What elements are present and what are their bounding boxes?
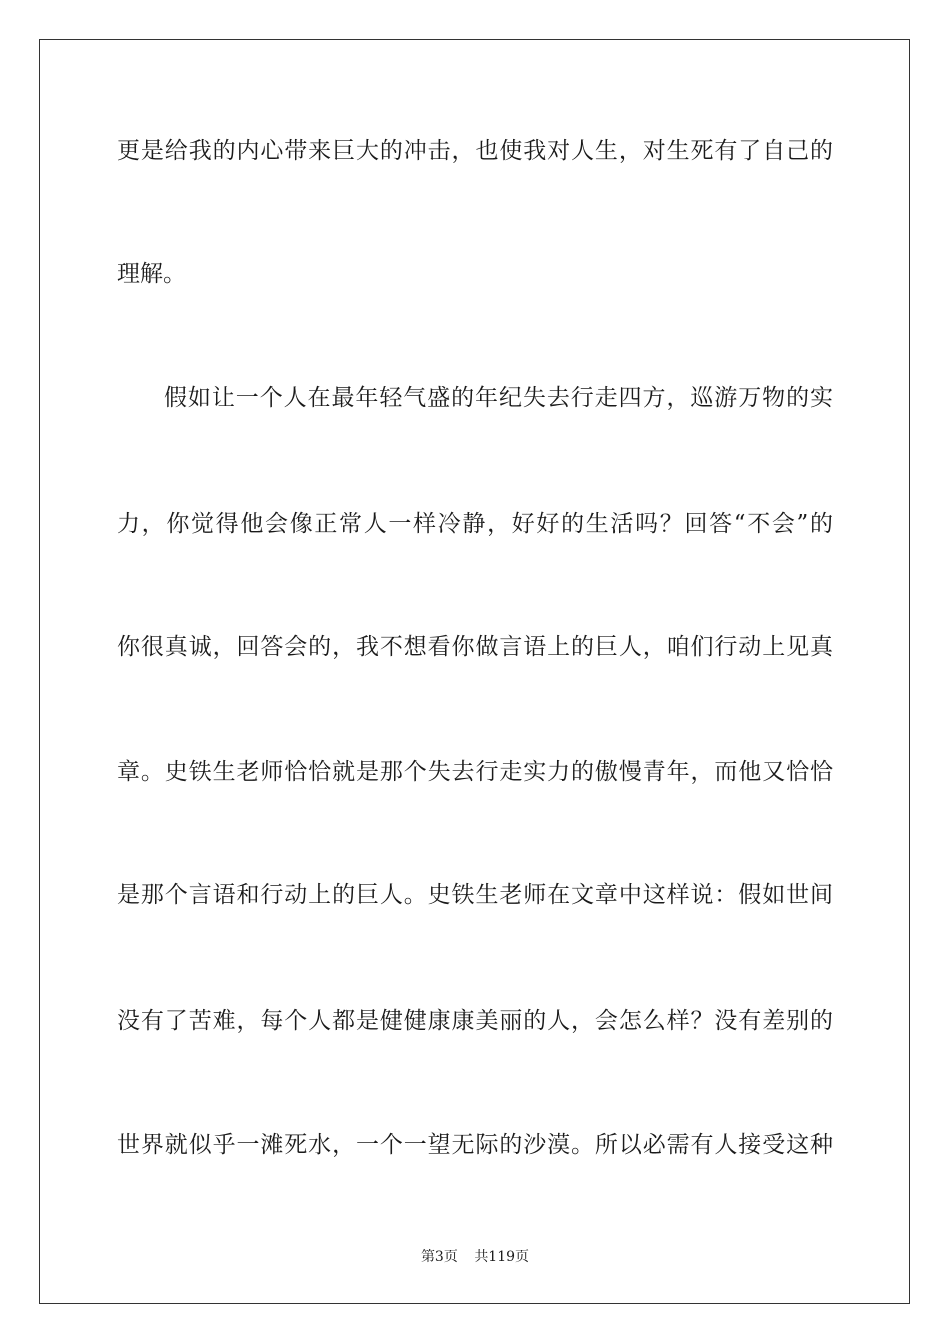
text-line: 更是给我的内心带来巨大的冲击，也使我对人生，对生死有了自己的 (117, 138, 833, 164)
text-line: 没有了苦难，每个人都是健健康康美丽的人，会怎么样？没有差别的 (117, 1008, 833, 1034)
text-line: 世界就似乎一滩死水，一个一望无际的沙漠。所以必需有人接受这种 (117, 1132, 833, 1158)
paragraph-first-line: 假如让一个人在最年轻气盛的年纪失去行走四方，巡游万物的实 (164, 385, 833, 411)
page-total: 共119页 (474, 1249, 530, 1265)
text-line: 力，你觉得他会像正常人一样冷静，好好的生活吗？回答“不会”的 (117, 511, 833, 537)
page-number: 第3页 (420, 1249, 458, 1265)
text-line: 你很真诚，回答会的，我不想看你做言语上的巨人，咱们行动上见真 (117, 634, 833, 660)
text-line: 理解。 (117, 261, 186, 287)
text-line: 章。史铁生老师恰恰就是那个失去行走实力的傲慢青年，而他又恰恰 (117, 759, 833, 785)
page-border (39, 39, 910, 1304)
text-line: 是那个言语和行动上的巨人。史铁生老师在文章中这样说：假如世间 (117, 882, 833, 908)
page-footer (0, 1248, 950, 1266)
